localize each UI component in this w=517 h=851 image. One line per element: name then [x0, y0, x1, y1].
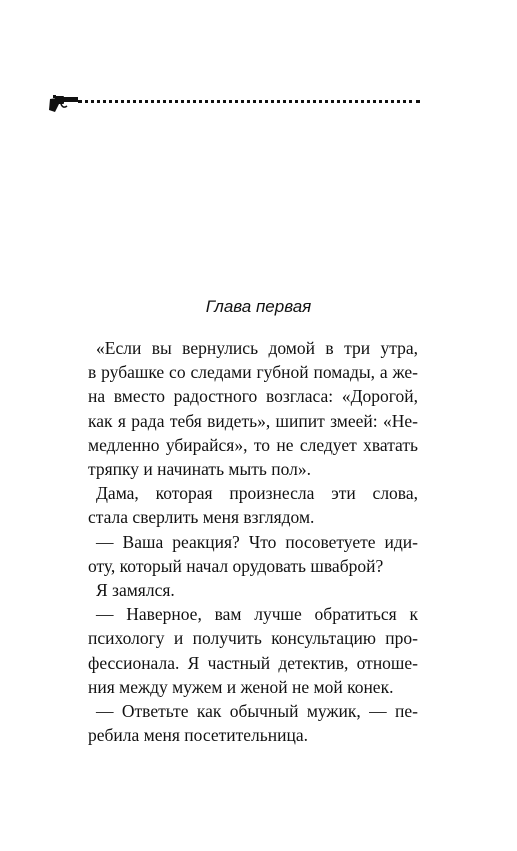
paragraph [88, 530, 418, 578]
text-line: — Ответьте как обычный мужик, — пе- [96, 701, 418, 722]
body-text [88, 336, 418, 747]
text-line: «Если вы вернулись домой в три утра, [96, 338, 418, 358]
paragraph [88, 481, 418, 529]
text-line: тряпку и начинать мыть пол». [88, 459, 312, 480]
chapter-title: Глава первая [205, 297, 312, 316]
text-line: психологу и получить консультацию про- [88, 628, 418, 649]
text-line: стала сверлить меня взглядом. [88, 507, 315, 528]
paragraph [88, 699, 418, 747]
paragraph [88, 336, 418, 481]
text-line: ребила меня посетительница. [88, 725, 308, 746]
text-line: в рубашке со следами губной помады, а же- [88, 362, 418, 383]
revolver-icon [48, 93, 78, 113]
paragraph [88, 578, 418, 602]
text-line: Дама, которая произнесла эти слова, [96, 483, 418, 504]
header-ornament [48, 93, 420, 113]
paragraph [88, 602, 418, 699]
text-line: медленно убирайся», то не следует хватать [88, 434, 418, 455]
text-line: как я рада тебя видеть», шипит змеей: «Не- [88, 410, 418, 431]
text-line: оту, который начал орудовать шваброй? [88, 555, 384, 576]
text-line: — Наверное, вам лучше обратиться к [96, 604, 418, 625]
text-line: Я замялся. [96, 580, 175, 601]
text-line: — Ваша реакция? Что посоветуете иди- [96, 531, 418, 552]
text-line: на вместо радостного возгласа: «Дорогой, [88, 386, 418, 407]
text-line: ния между мужем и женой не мой конек. [88, 676, 394, 697]
text-line: фессионала. Я частный детектив, отноше- [88, 652, 418, 673]
dotted-divider [78, 100, 420, 103]
